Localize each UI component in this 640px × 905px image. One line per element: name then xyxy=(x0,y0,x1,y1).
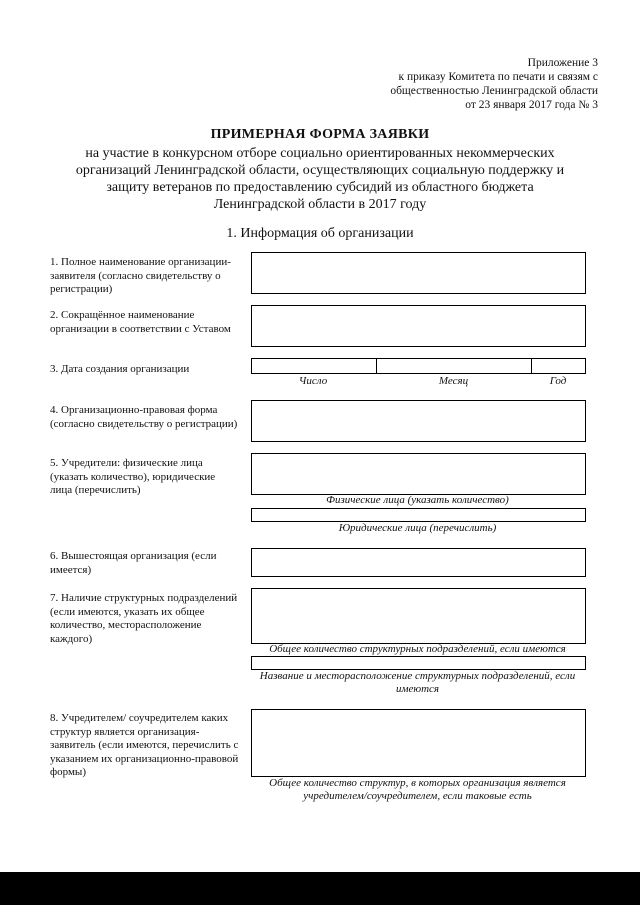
appendix-line-4: от 23 января 2017 года № 3 xyxy=(465,99,598,111)
scan-edge xyxy=(0,872,640,905)
field-5-label: 5. Учредители: физические лица (указать количество), юридические лица (перечислить) xyxy=(50,457,216,496)
month-caption: Месяц xyxy=(438,375,469,387)
field-2-label: 2. Сокращённое наименование организации в соответствии с Уставом xyxy=(50,309,231,335)
field-3-label: 3. Дата создания организации xyxy=(50,363,190,375)
subdivisions-count-caption: Общее количество структурных подразделений, если имеются xyxy=(269,643,566,655)
appendix-line-2: к приказу Комитета по печати и связям с xyxy=(398,71,598,83)
subdivisions-location-caption: Название и месторасположение структурных подразделений, если имеются xyxy=(259,670,576,695)
form-subtitle: на участие в конкурсном отборе социально ориентированных некоммерческих организаций Ленинградской области, осуществляющих социальную поддержку и защиту ветеранов по предоставлению субсидий из областного бюджета Ленинградской области в 2017 году xyxy=(75,146,565,212)
field-6-label: 6. Вышестоящая организация (если имеется) xyxy=(50,550,217,576)
day-caption: Число xyxy=(298,375,328,387)
date-separator xyxy=(531,359,532,373)
field-1-label: 1. Полное наименование организации-заявителя (согласно свидетельству о регистрации) xyxy=(50,256,231,295)
appendix-line-1: Приложение 3 xyxy=(527,57,598,69)
legal-entity-founders-caption: Юридические лица (перечислить) xyxy=(338,522,497,534)
subdivisions-location-input[interactable] xyxy=(251,656,586,670)
founded-structures-caption: Общее количество структур, в которых организация является учредителем/соучредителем, если таковые есть xyxy=(269,777,566,802)
founded-structures-input[interactable] xyxy=(251,709,586,777)
founding-date-input[interactable] xyxy=(251,358,586,374)
legal-entity-founders-input[interactable] xyxy=(251,508,586,522)
subdivisions-count-input[interactable] xyxy=(251,588,586,644)
short-name-input[interactable] xyxy=(251,305,586,347)
parent-organization-input[interactable] xyxy=(251,548,586,577)
field-8-label: 8. Учредителем/ соучредителем каких структур является организация-заявитель (если имеются, перечислить с указанием их организационно-правовой формы) xyxy=(50,712,239,778)
date-separator xyxy=(376,359,377,373)
appendix-line-3: общественностью Ленинградской области xyxy=(390,85,598,97)
individual-founders-input[interactable] xyxy=(251,453,586,495)
appendix-note xyxy=(390,56,598,112)
individual-founders-caption: Физические лица (указать количество) xyxy=(326,494,509,506)
full-name-input[interactable] xyxy=(251,252,586,294)
section-heading: 1. Информация об организации xyxy=(226,226,414,241)
form-title: ПРИМЕРНАЯ ФОРМА ЗАЯВКИ xyxy=(210,127,430,142)
year-caption: Год xyxy=(549,375,567,387)
field-4-label: 4. Организационно-правовая форма (согласно свидетельству о регистрации) xyxy=(50,404,238,430)
legal-form-input[interactable] xyxy=(251,400,586,442)
field-7-label: 7. Наличие структурных подразделений (если имеются, указать их общее количество, месторасположение каждого) xyxy=(50,592,238,645)
